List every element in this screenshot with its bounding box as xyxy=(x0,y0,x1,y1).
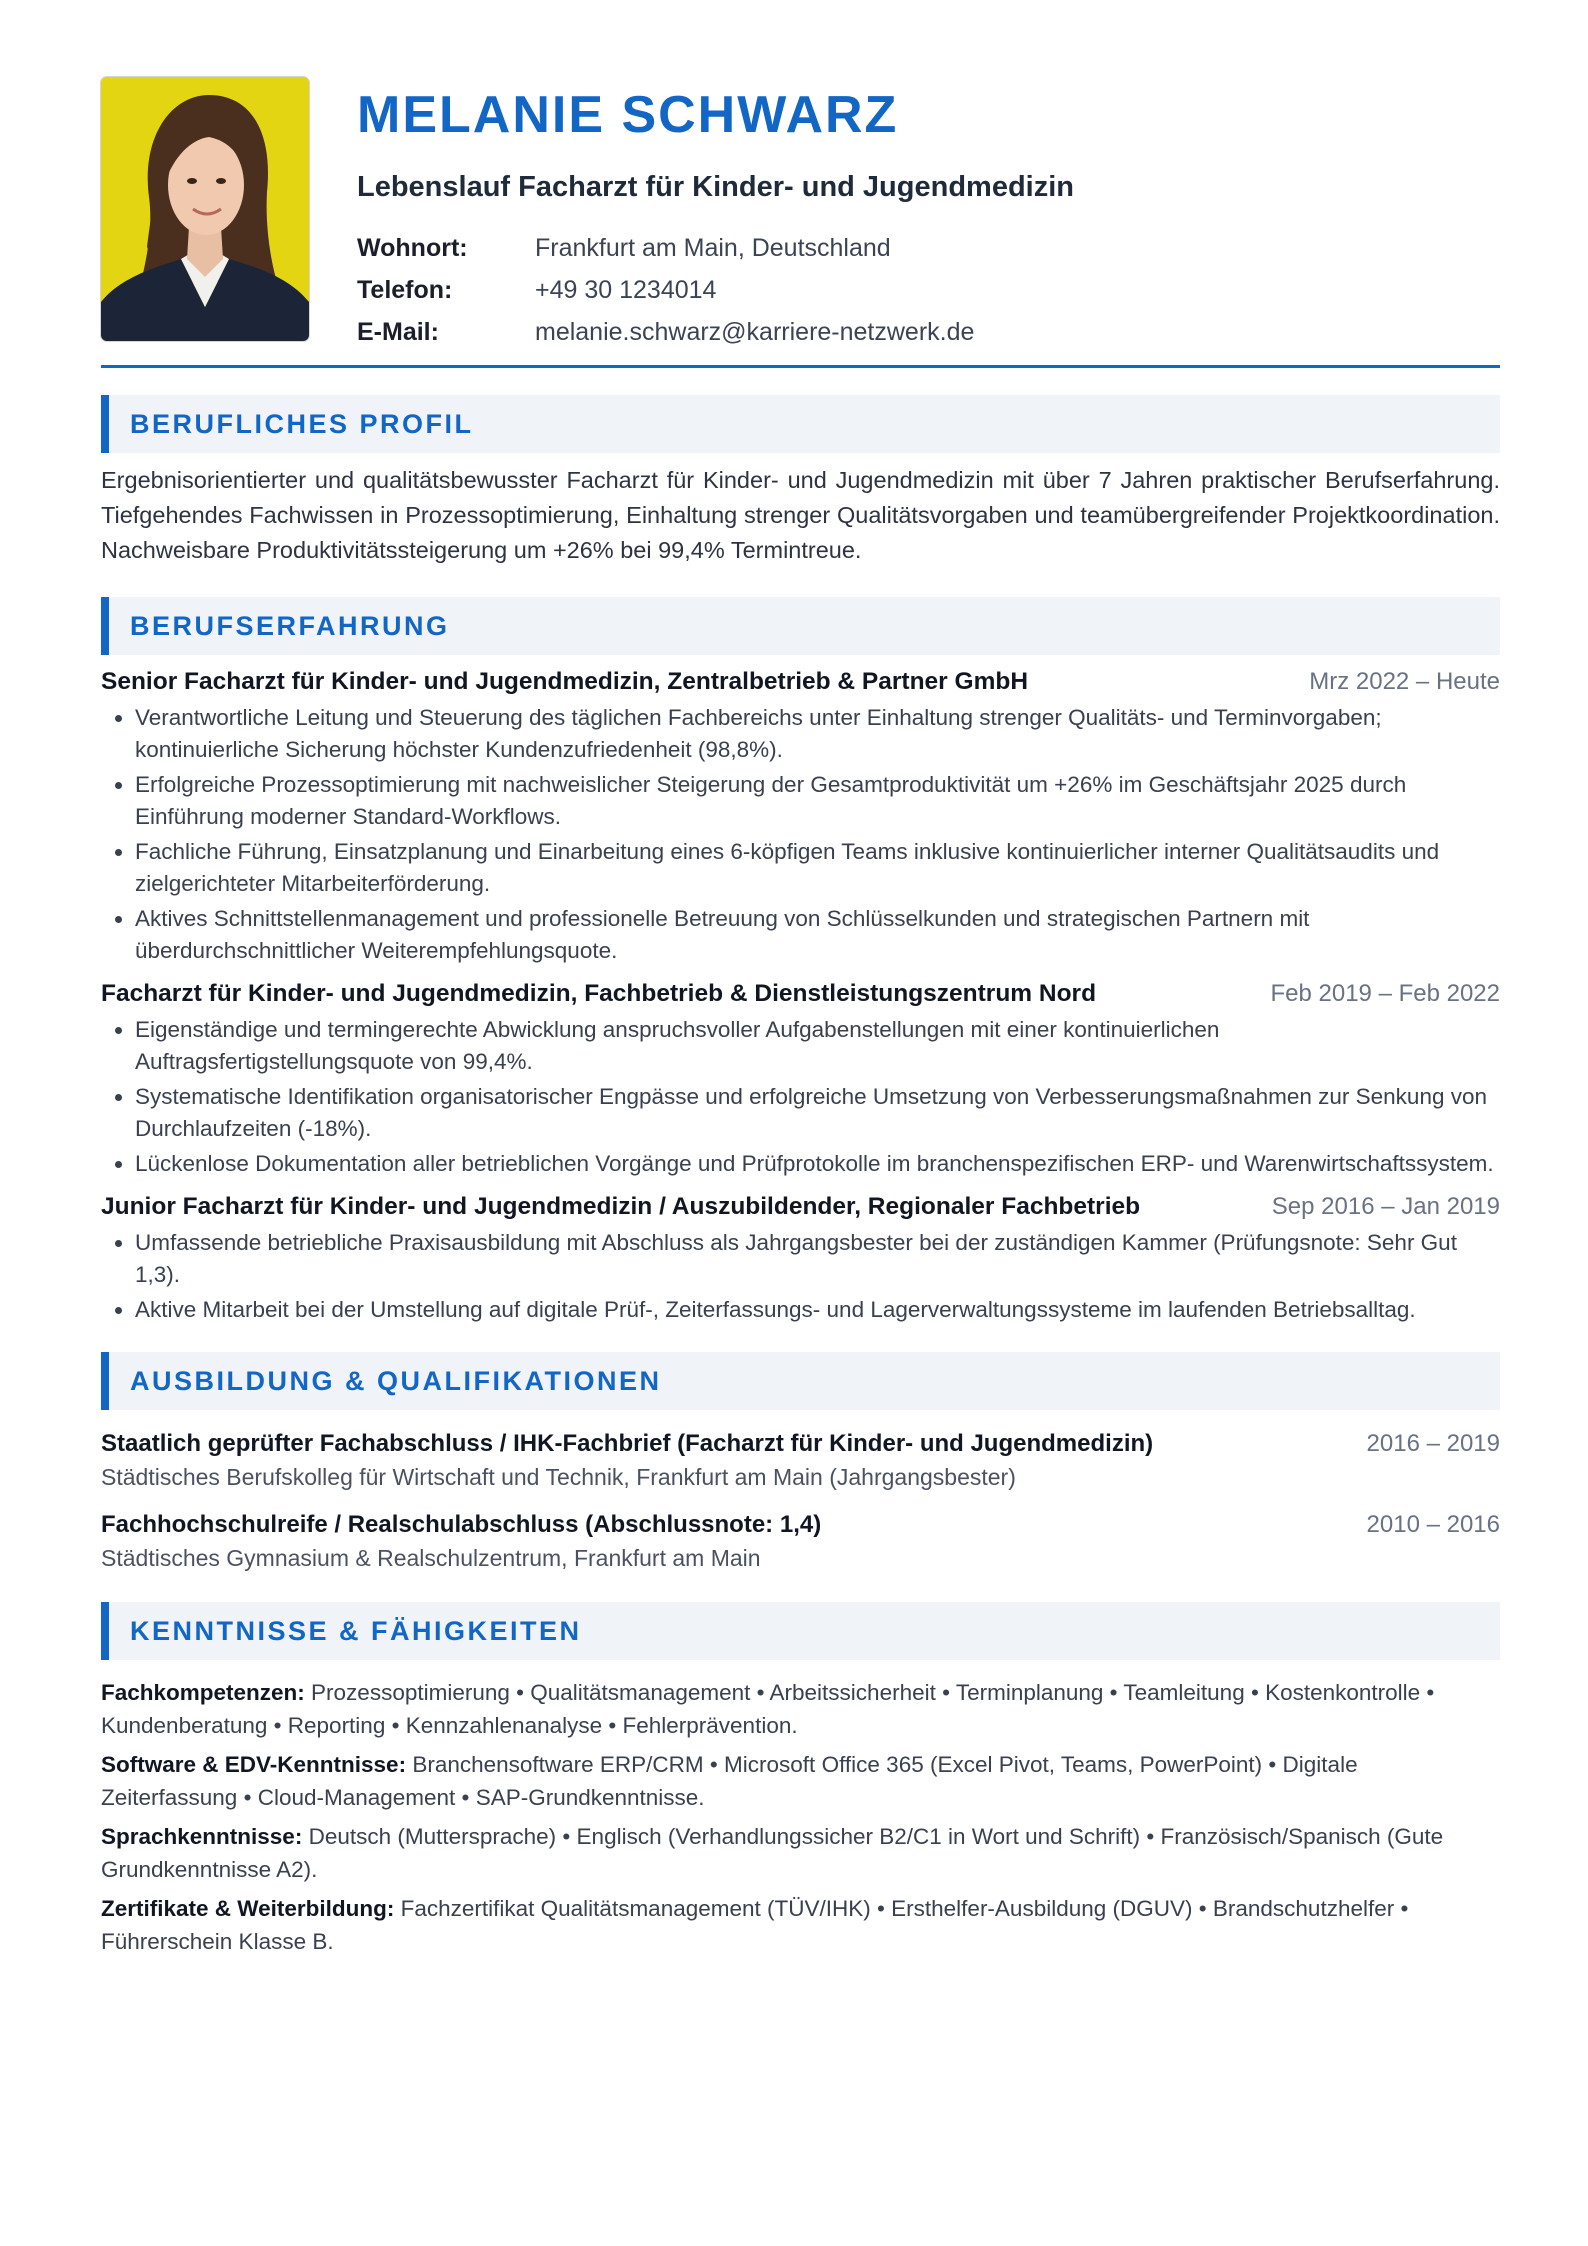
job-title: Facharzt für Kinder- und Jugendmedizin, Fachbetrieb & Dienstleistungszentrum Nord xyxy=(101,980,1097,1007)
job-date: Mrz 2022 – Heute xyxy=(1309,668,1500,695)
education-institution: Städtisches Berufskolleg für Wirtschaft und Technik, Frankfurt am Main (Jahrgangsbester) xyxy=(101,1464,1016,1490)
job-bullet: • Aktive Mitarbeit bei der Umstellung auf digitale Prüf-, Zeiterfassungs- und Lagerverwaltungssysteme im laufenden Betriebsalltag. xyxy=(135,1294,1500,1326)
education-header xyxy=(101,1430,1500,1458)
education-date: 2016 – 2019 xyxy=(1366,1430,1500,1457)
profile-photo xyxy=(101,77,309,341)
job-date: Feb 2019 – Feb 2022 xyxy=(1270,980,1500,1007)
job-entry xyxy=(101,668,1500,967)
contact-label: E-Mail: xyxy=(357,318,439,347)
job-title: Junior Facharzt für Kinder- und Jugendmedizin / Auszubildender, Regionaler Fachbetrieb xyxy=(101,1193,1141,1220)
education-title: Fachhochschulreife / Realschulabschluss (Abschlussnote: 1,4) xyxy=(101,1511,822,1538)
section-heading-skills: KENNTNISSE & FÄHIGKEITEN xyxy=(101,1602,1500,1660)
header-divider xyxy=(101,365,1500,368)
job-entry xyxy=(101,980,1500,1180)
skill-text: Branchensoftware ERP/CRM • Microsoft Office 365 (Excel Pivot, Teams, PowerPoint) • Digitale Zeiterfassung • Cloud-Management • SAP-Grundkenntnisse. xyxy=(101,1752,1358,1810)
job-bullet: • Aktives Schnittstellenmanagement und professionelle Betreuung von Schlüsselkunden und strategischen Partnern mit überdurchschnittlicher Weiterempfehlungsquote. xyxy=(135,903,1500,967)
job-bullet: • Systematische Identifikation organisatorischer Engpässe und erfolgreiche Umsetzung von Verbesserungsmaßnahmen zur Senkung von Durchlaufzeiten (-18%). xyxy=(135,1081,1500,1145)
job-bullet: • Verantwortliche Leitung und Steuerung des täglichen Fachbereichs unter Einhaltung strenger Qualitäts- und Terminvorgaben; kontinuierliche Sicherung höchster Kundenzufriedenheit (98,8%). xyxy=(135,702,1500,766)
education-header xyxy=(101,1511,1500,1539)
contact-list xyxy=(357,228,1074,354)
job-bullets xyxy=(101,702,1500,967)
job-entry xyxy=(101,1193,1500,1326)
skill-item xyxy=(101,1748,1500,1814)
job-header xyxy=(101,980,1500,1008)
skill-text: Fachzertifikat Qualitätsmanagement (TÜV/IHK) • Ersthelfer-Ausbildung (DGUV) • Brandschutzhelfer • Führerschein Klasse B. xyxy=(101,1896,1409,1954)
job-bullet: • Eigenständige und termingerechte Abwicklung anspruchsvoller Aufgabenstellungen mit einer kontinuierlichen Auftragsfertigstellungsquote von 99,4%. xyxy=(135,1014,1500,1078)
job-header xyxy=(101,1193,1500,1221)
section-heading-education: AUSBILDUNG & QUALIFIKATIONEN xyxy=(101,1352,1500,1410)
job-bullet: • Fachliche Führung, Einsatzplanung und Einarbeitung eines 6-köpfigen Teams inklusive kontinuierlicher interner Qualitätsaudits und zielgerichteter Mitarbeiterförderung. xyxy=(135,836,1500,900)
contact-row-phone xyxy=(357,270,1074,312)
contact-value: +49 30 1234014 xyxy=(535,276,717,305)
education-date: 2010 – 2016 xyxy=(1366,1511,1500,1538)
skill-text: Deutsch (Muttersprache) • Englisch (Verhandlungssicher B2/C1 in Wort und Schrift) • Französisch/Spanisch (Gute Grundkenntnisse A2). xyxy=(101,1824,1444,1882)
education-institution: Städtisches Gymnasium & Realschulzentrum, Frankfurt am Main xyxy=(101,1545,761,1571)
profile-text: Ergebnisorientierter und qualitätsbewusster Facharzt für Kinder- und Jugendmedizin mit über 7 Jahren praktischer Berufserfahrung. Tiefgehendes Fachwissen in Prozessoptimierung, Einhaltung strenger Qualitätsvorgaben und teamübergreifender Projektkoordination. Nachweisbare Produktivitätssteigerung um +26% bei 99,4% Termintreue. xyxy=(101,467,1500,563)
skill-item xyxy=(101,1676,1500,1742)
contact-label: Telefon: xyxy=(357,276,453,305)
skill-label: Sprachkenntnisse: xyxy=(101,1824,309,1849)
job-bullets xyxy=(101,1014,1500,1180)
skill-label: Software & EDV-Kenntnisse: xyxy=(101,1752,413,1777)
contact-row-location xyxy=(357,228,1074,270)
person-name: MELANIE SCHWARZ xyxy=(357,86,899,144)
job-header xyxy=(101,668,1500,696)
portrait-icon xyxy=(101,77,309,341)
skill-label: Fachkompetenzen: xyxy=(101,1680,312,1705)
contact-value: Frankfurt am Main, Deutschland xyxy=(535,234,891,263)
contact-label: Wohnort: xyxy=(357,234,468,263)
resume-header xyxy=(101,77,1500,347)
contact-row-email xyxy=(357,312,1074,354)
job-bullets xyxy=(101,1227,1500,1326)
job-bullet: • Lückenlose Dokumentation aller betrieblichen Vorgänge und Prüfprotokolle im branchenspezifischen ERP- und Warenwirtschaftssystem. xyxy=(135,1148,1500,1180)
section-heading-profile: BERUFLICHES PROFIL xyxy=(101,395,1500,453)
skills-list xyxy=(101,1676,1500,1958)
skill-label: Zertifikate & Weiterbildung: xyxy=(101,1896,401,1921)
section-heading-experience: BERUFSERFAHRUNG xyxy=(101,597,1500,655)
header-info xyxy=(357,77,1074,354)
job-bullet: • Erfolgreiche Prozessoptimierung mit nachweislicher Steigerung der Gesamtproduktivität um +26% im Geschäftsjahr 2025 durch Einführung moderner Standard-Workflows. xyxy=(135,769,1500,833)
education-entry xyxy=(101,1430,1500,1491)
education-title: Staatlich geprüfter Fachabschluss / IHK-Fachbrief (Facharzt für Kinder- und Jugendmedizin) xyxy=(101,1430,1154,1457)
resume-subtitle: Lebenslauf Facharzt für Kinder- und Jugendmedizin xyxy=(357,171,1074,203)
education-entry xyxy=(101,1511,1500,1572)
skill-item xyxy=(101,1820,1500,1886)
skill-item xyxy=(101,1892,1500,1958)
job-title: Senior Facharzt für Kinder- und Jugendmedizin, Zentralbetrieb & Partner GmbH xyxy=(101,668,1029,695)
job-date: Sep 2016 – Jan 2019 xyxy=(1271,1193,1500,1220)
skill-text: Prozessoptimierung • Qualitätsmanagement • Arbeitssicherheit • Terminplanung • Teamleitung • Kostenkontrolle • Kundenberatung • Reporting • Kennzahlenanalyse • Fehlerprävention. xyxy=(101,1680,1435,1738)
contact-value: melanie.schwarz@karriere-netzwerk.de xyxy=(535,318,975,347)
job-bullet: • Umfassende betriebliche Praxisausbildung mit Abschluss als Jahrgangsbester bei der zuständigen Kammer (Prüfungsnote: Sehr Gut 1,3). xyxy=(135,1227,1500,1291)
